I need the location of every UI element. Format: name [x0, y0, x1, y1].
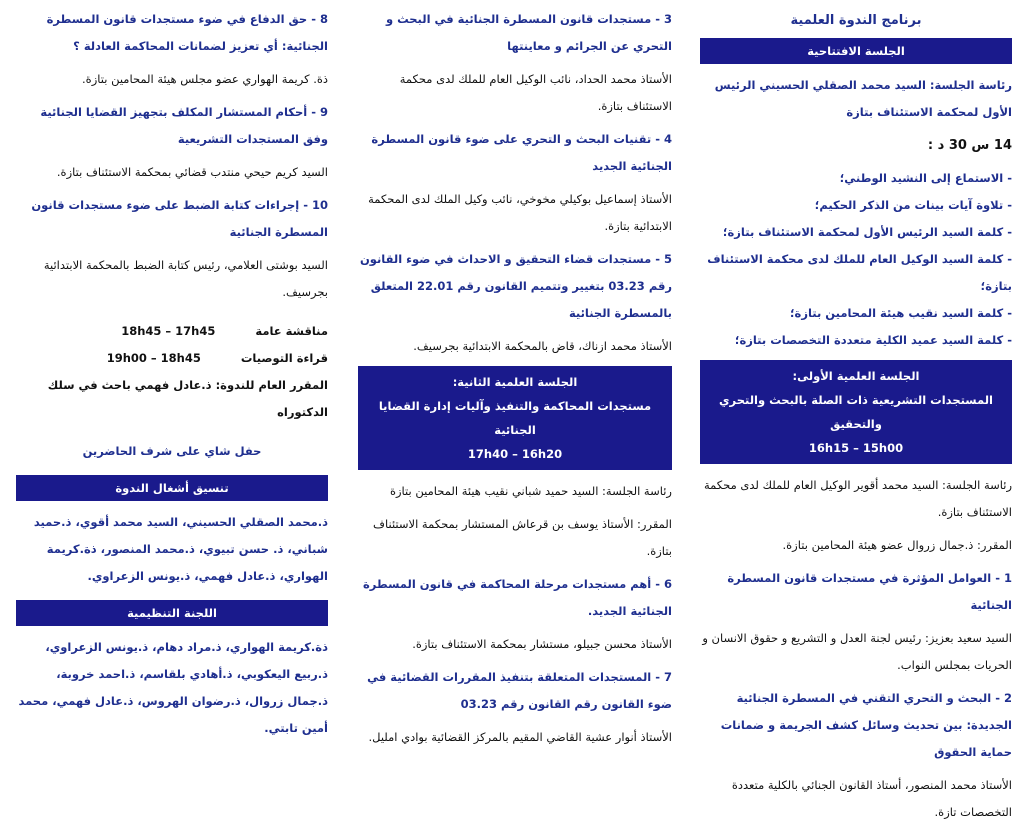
session1-bar-time: 16h15 – 15h00 — [808, 441, 904, 455]
talk4-speaker: الأستاذ إسماعيل بوكيلي مخوخي، نائب وكيل الملك لدى المحكمة الابتدائية بتازة. — [368, 192, 672, 233]
session1-bar — [700, 360, 1012, 464]
coordination-bar: تنسيق أشغال الندوة — [16, 475, 328, 501]
talk10-speaker: السيد بوشتى العلامي، رئيس كتابة الضبط بالمحكمة الابتدائية بجرسيف. — [43, 258, 328, 299]
talk3-speaker: الأستاذ محمد الحداد، نائب الوكيل العام للملك لدى محكمة الاستئناف بتازة. — [399, 72, 672, 113]
program-heading: برنامج الندوة العلمية — [790, 13, 922, 28]
talk7-title: 7 - المستجدات المتعلقة بتنفيذ المقررات القضائية في ضوء القانون رقم القانون رقم 03.23 — [367, 670, 672, 711]
session1-chair: رئاسة الجلسة: السيد محمد أقوير الوكيل العام للملك لدى محكمة الاستئناف بتازة. — [703, 478, 1012, 519]
opening-item: - تلاوة آيات بينات من الذكر الحكيم؛ — [814, 198, 1012, 212]
talk7-speaker: الأستاذ أنوار عشية القاضي المقيم بالمركز القضائية بوادي امليل. — [368, 730, 672, 744]
opening-item: - كلمة السيد الوكيل العام للملك لدى محكمة الاستئناف بتازة؛ — [707, 252, 1012, 293]
discussion-label: مناقشة عامة — [255, 324, 328, 338]
talk6-speaker: الأستاذ محسن جبيلو، مستشار بمحكمة الاستئناف بتازة. — [412, 637, 672, 651]
discussion-time: 18h45 – 17h45 — [121, 324, 216, 338]
middle-column — [358, 0, 672, 744]
coordination-text: ذ.محمد الصقلي الحسيني، السيد محمد أقوي، ذ.حميد شباني، ذ. حسن تبيوي، ذ.محمد المنصور، ذة.كريمة الهواري، ذ.عادل فهمي، ذ.يونس الزعراوي. — [33, 515, 328, 583]
talk4-title: 4 - تقنيات البحث و التحري على ضوء قانون المسطرة الجنائية الجديد — [371, 132, 672, 173]
talk5-title: 5 - مستجدات قضاء التحقيق و الاحداث في ضوء القانون رقم 03.23 بتغيير وتتميم القانون رقم 22.01 المتعلق بالمسطرة الجنائية — [359, 252, 672, 320]
right-column — [700, 0, 1012, 819]
talk8-speaker: ذة. كريمة الهواري عضو مجلس هيئة المحامين بتازة. — [82, 72, 328, 86]
left-column — [16, 0, 328, 735]
session1-rapporteur: المقرر: ذ.جمال زروال عضو هيئة المحامين بتازة. — [782, 538, 1012, 552]
talk2-speaker: الأستاذ محمد المنصور، أستاذ القانون الجنائي بالكلية متعددة التخصصات تازة. — [731, 778, 1012, 819]
opening-time: 14 س 30 د : — [927, 138, 1012, 153]
talk1-speaker: السيد سعيد بعزيز: رئيس لجنة العدل و التشريع و حقوق الانسان و الحريات بمجلس النواب. — [702, 631, 1012, 672]
general-rapporteur: المقرر العام للندوة: ذ.عادل فهمي باحث في سلك الدكتوراه — [47, 378, 328, 419]
discussion-row — [16, 318, 328, 345]
talk3-title: 3 - مستجدات قانون المسطرة الجنائية في البحث و التحري عن الجرائم و معاينتها — [385, 12, 672, 53]
opening-item: - كلمة السيد نقيب هيئة المحامين بتازة؛ — [789, 306, 1012, 320]
session2-bar-subject: مستجدات المحاكمة والتنفيذ وآليات إدارة القضايا الجنائية — [378, 399, 652, 437]
opening-items — [700, 165, 1012, 354]
session2-bar-title: الجلسة العلمية الثانية: — [452, 375, 578, 389]
recommendations-label: قراءة التوصيات — [240, 351, 328, 365]
talk1-title: 1 - العوامل المؤثرة في مستجدات قانون المسطرة الجنائية — [727, 571, 1012, 612]
talk2-title: 2 - البحث و التحري التقني في المسطرة الجنائية الجديدة: بين تحديث وسائل كشف الجريمة و ضمانات حماية الحقوق — [720, 691, 1012, 759]
talk5-speaker: الأستاذ محمد ازناك، قاض بالمحكمة الابتدائية بجرسيف. — [413, 339, 672, 353]
opening-chair: رئاسة الجلسة: السيد محمد الصقلي الحسيني الرئيس الأول لمحكمة الاستئناف بتازة — [714, 78, 1012, 119]
talk9-title: 9 - أحكام المستشار المكلف بتجهيز القضايا الجنائية وفق المستجدات التشريعية — [40, 105, 328, 146]
talk6-title: 6 - أهم مستجدات مرحلة المحاكمة في قانون المسطرة الجنائية الجديد. — [362, 577, 672, 618]
opening-session-bar: الجلسة الافتتاحية — [700, 38, 1012, 64]
organizing-text: ذة.كريمة الهواري، ذ.مراد دهام، ذ.يونس الزعراوي، ذ.ربيع اليعكوبي، ذ.أهادي بلقاسم، ذ.احمد خروبة، ذ.جمال زروال، ذ.رضوان الهروس، ذ.عادل فهمي، محمد أمين تابتي. — [18, 640, 328, 735]
session2-bar-time: 17h40 – 16h20 — [467, 447, 563, 461]
talk8-title: 8 - حق الدفاع في ضوء مستجدات قانون المسطرة الجنائية: أي تعزيز لضمانات المحاكمة العادلة ؟ — [46, 12, 328, 53]
tea-reception: حفل شاي على شرف الحاضرين — [82, 444, 262, 458]
session2-rapporteur: المقرر: الأستاذ يوسف بن قرعاش المستشار بمحكمة الاستئناف بتازة. — [373, 517, 672, 558]
opening-item: - كلمة السيد عميد الكلية متعددة التخصصات بتازة؛ — [734, 333, 1012, 347]
talk10-title: 10 - إجراءات كتابة الضبط على ضوء مستجدات قانون المسطرة الجنائية — [31, 198, 328, 239]
recommendations-row — [16, 345, 328, 372]
organizing-bar: اللجنة التنظيمية — [16, 600, 328, 626]
opening-item: - كلمة السيد الرئيس الأول لمحكمة الاستئناف بتازة؛ — [722, 225, 1012, 239]
session1-bar-subject: المستجدات التشريعية ذات الصلة بالبحث والتحري والتحقيق — [719, 393, 993, 431]
opening-item: - الاستماع إلى النشيد الوطني؛ — [839, 171, 1012, 185]
talk9-speaker: السيد كريم حيحي منتدب قضائي بمحكمة الاستئناف بتازة. — [56, 165, 328, 179]
session1-bar-title: الجلسة العلمية الأولى: — [792, 369, 920, 383]
session2-bar — [358, 366, 672, 470]
recommendations-time: 19h00 – 18h45 — [106, 351, 201, 365]
session2-chair: رئاسة الجلسة: السيد حميد شباني نقيب هيئة المحامين بتازة — [389, 484, 672, 498]
